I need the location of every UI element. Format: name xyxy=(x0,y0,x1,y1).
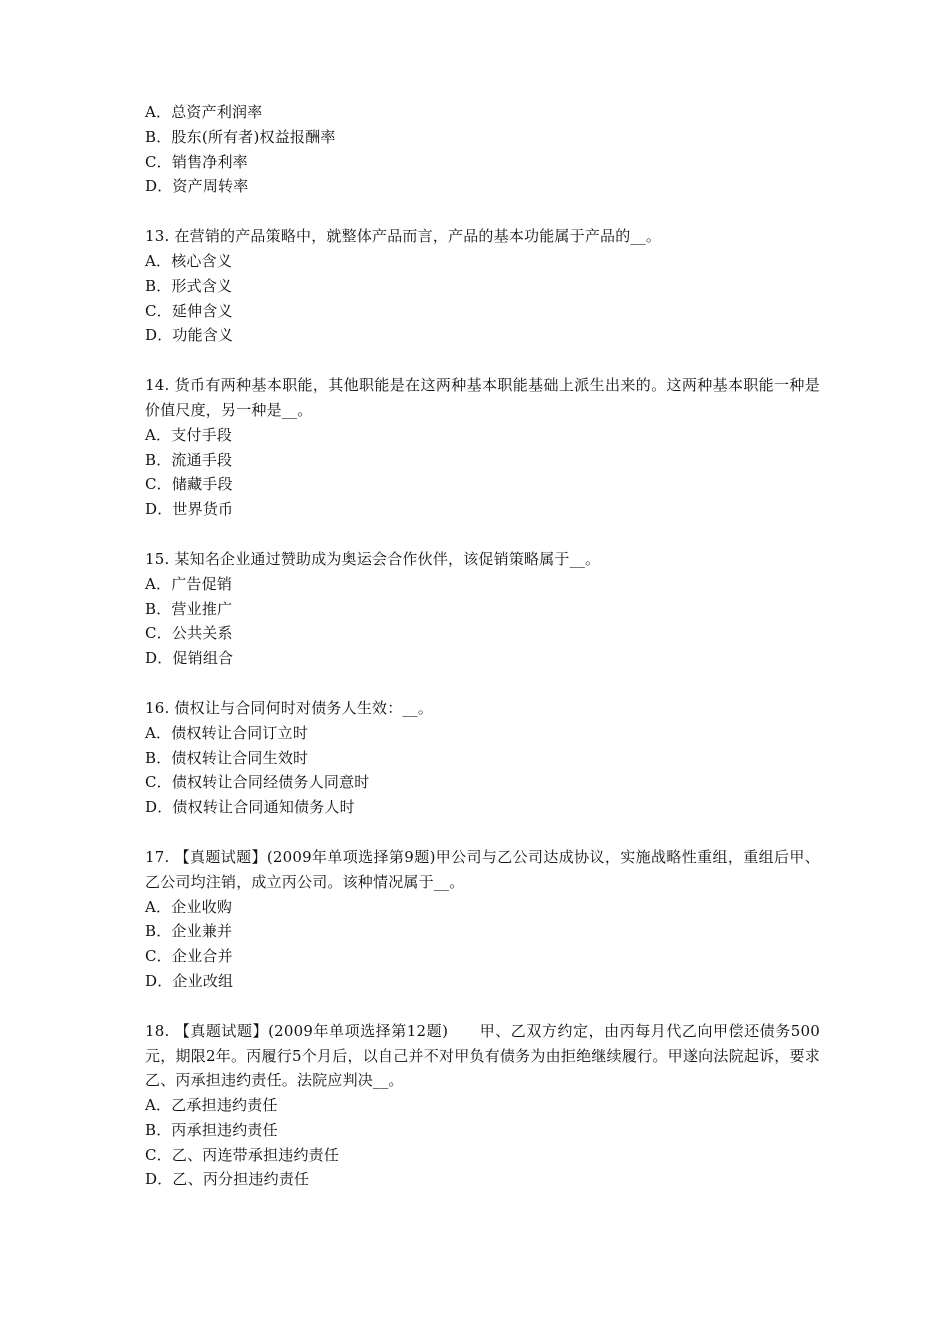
question-text: 15. 某知名企业通过赞助成为奥运会合作伙伴，该促销策略属于__。 xyxy=(145,549,601,568)
option-c: C．储藏手段 xyxy=(145,475,233,494)
question-text: 16. 债权让与合同何时对债务人生效：__。 xyxy=(145,698,434,717)
option-c: C．延伸含义 xyxy=(145,301,233,320)
option-c: C．乙、丙连带承担违约责任 xyxy=(145,1145,340,1164)
option-a: A．乙承担违约责任 xyxy=(145,1096,278,1115)
option-b: B．丙承担违约责任 xyxy=(145,1120,278,1139)
option-a: A．债权转让合同订立时 xyxy=(145,723,309,742)
option-d: D．资产周转率 xyxy=(145,177,249,196)
option-a: A．企业收购 xyxy=(145,897,233,916)
option-b: B．形式含义 xyxy=(145,276,233,295)
question-14 xyxy=(145,373,820,522)
option-a: A．广告促销 xyxy=(145,574,233,593)
question-13 xyxy=(145,224,820,348)
option-d: D．世界货币 xyxy=(145,500,234,519)
option-c: C．债权转让合同经债务人同意时 xyxy=(145,773,370,792)
option-d: D．功能含义 xyxy=(145,326,234,345)
document-page xyxy=(145,100,820,1217)
question-text: 13. 在营销的产品策略中，就整体产品而言，产品的基本功能属于产品的__。 xyxy=(145,227,662,246)
option-a: A．支付手段 xyxy=(145,425,233,444)
question-text: 18. 【真题试题】(2009年单项选择第12题) 甲、乙双方约定，由丙每月代乙向甲偿还债务500元，期限2年。丙履行5个月后，以自己并不对甲负有债务为由拒绝继续履行。甲遂向法院起诉，要求乙、丙承担违约责任。法院应判决__。 xyxy=(145,1021,820,1090)
option-c: C．销售净利率 xyxy=(145,152,248,171)
option-c: C．企业合并 xyxy=(145,947,233,966)
option-d: D．促销组合 xyxy=(145,649,234,668)
question-text: 14. 货币有两种基本职能，其他职能是在这两种基本职能基础上派生出来的。这两种基本职能一种是价值尺度，另一种是__。 xyxy=(145,376,820,419)
option-b: B．流通手段 xyxy=(145,450,233,469)
option-b: B．营业推广 xyxy=(145,599,233,618)
question-16 xyxy=(145,696,820,820)
question-18 xyxy=(145,1019,820,1193)
option-d: D．债权转让合同通知债务人时 xyxy=(145,798,355,817)
option-c: C．公共关系 xyxy=(145,624,233,643)
question-text: 17. 【真题试题】(2009年单项选择第9题)甲公司与乙公司达成协议，实施战略性重组，重组后甲、乙公司均注销，成立丙公司。该种情况属于__。 xyxy=(145,847,820,891)
option-b: B．债权转让合同生效时 xyxy=(145,748,309,767)
option-a: A．核心含义 xyxy=(145,251,233,270)
option-b: B．企业兼并 xyxy=(145,922,233,941)
option-d: D．企业改组 xyxy=(145,971,234,990)
option-d: D．乙、丙分担违约责任 xyxy=(145,1170,310,1189)
option-a: A．总资产利润率 xyxy=(145,103,263,121)
question-17 xyxy=(145,845,820,994)
option-b: B．股东(所有者)权益报酬率 xyxy=(145,127,336,146)
question-12-options xyxy=(145,100,820,199)
question-15 xyxy=(145,547,820,671)
